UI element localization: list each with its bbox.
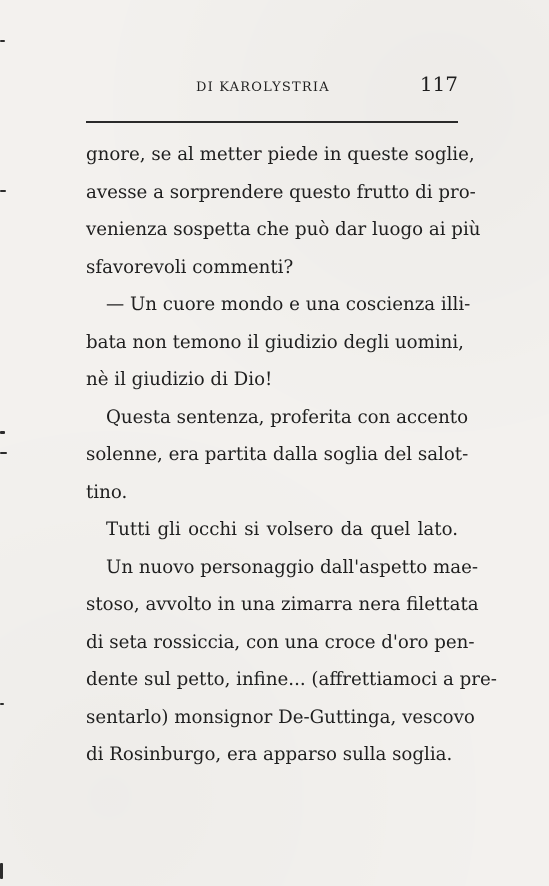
header-rule — [86, 121, 458, 123]
page-number: 117 — [419, 72, 458, 96]
page-edge-mark — [0, 40, 5, 42]
page-edge-mark — [0, 452, 7, 454]
body-line: stoso, avvolto in una zimarra nera filettata — [86, 594, 479, 615]
body-line: Tutti gli occhi si volsero da quel lato. — [106, 519, 458, 540]
body-line: avesse a sorprendere questo frutto di pro- — [86, 181, 476, 203]
body-text — [86, 136, 497, 774]
body-line: Un nuovo personaggio dall'aspetto mae- — [106, 556, 479, 578]
body-line: bata non temono il giudizio degli uomini, — [86, 331, 464, 353]
body-line: — Un cuore mondo e una coscienza illi- — [106, 294, 471, 315]
body-line: gnore, se al metter piede in queste soglie, — [86, 144, 475, 165]
page-edge-mark — [0, 703, 4, 705]
body-line: solenne, era partita dalla soglia del salot- — [86, 444, 469, 465]
page-edge-mark — [0, 431, 5, 434]
page-edge-mark — [0, 190, 6, 192]
body-line: di seta rossiccia, con una croce d'oro pen- — [86, 631, 475, 653]
page-edge-mark — [0, 863, 3, 879]
running-title: DI KAROLYSTRIA — [196, 80, 330, 95]
body-line: dente sul petto, infine... (affrettiamoci a pre- — [86, 669, 497, 690]
body-line: venienza sospetta che può dar luogo ai più — [86, 219, 481, 240]
page-header — [86, 72, 458, 106]
body-line: tino. — [86, 481, 128, 503]
body-line: sfavorevoli commenti? — [86, 256, 294, 278]
body-line: nè il giudizio di Dio! — [86, 369, 273, 390]
body-line: di Rosinburgo, era apparso sulla soglia. — [86, 744, 453, 765]
body-line: sentarlo) monsignor De-Guttinga, vescovo — [86, 706, 475, 728]
body-line: Questa sentenza, proferita con accento — [106, 406, 469, 428]
